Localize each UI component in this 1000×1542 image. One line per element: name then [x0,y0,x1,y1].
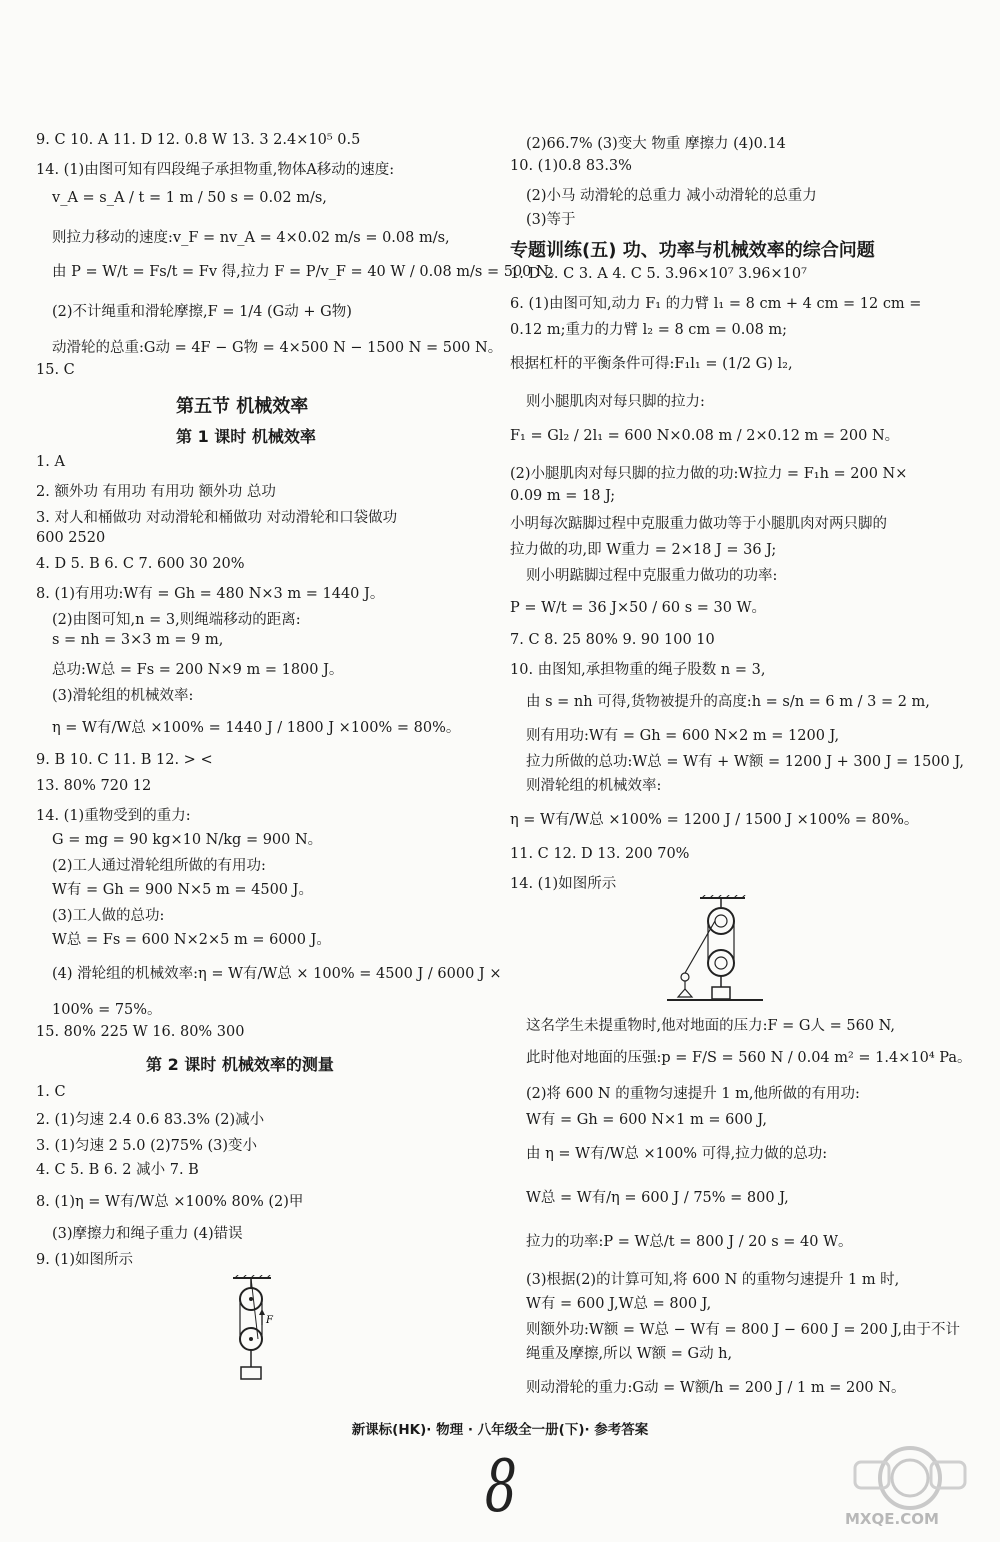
answer-line: (2)将 600 N 的重物匀速提升 1 m,他所做的有用功: [526,1086,860,1102]
answer-line: 15. C [36,362,75,378]
answer-line: (2)小马 动滑轮的总重力 减小动滑轮的总重力 [526,188,817,204]
answer-line: 6. (1)由图可知,动力 F₁ 的力臂 l₁ = 8 cm + 4 cm = 12 cm = [510,296,922,312]
answer-line: 1. C [36,1084,66,1100]
watermark-text: MXQE.COM [845,1510,939,1528]
answer-line: (3)根据(2)的计算可知,将 600 N 的重物匀速提升 1 m 时, [526,1272,900,1288]
answer-line: 则小明踮脚过程中克服重力做功的功率: [526,568,778,584]
formula-line: 根据杠杆的平衡条件可得:F₁l₁ = (1/2 G) l₂, [510,356,793,372]
answer-line: 10. 由图知,承担物重的绳子股数 n = 3, [510,662,766,678]
answer-line: 15. 80% 225 W 16. 80% 300 [36,1024,245,1040]
answer-line: (2)工人通过滑轮组所做的有用功: [52,858,266,874]
answer-line: W有 = Gh = 900 N×5 m = 4500 J。 [52,882,313,898]
answer-line: 4. C 5. B 6. 2 减小 7. B [36,1162,199,1178]
formula-line: W总 = W有/η = 600 J / 75% = 800 J, [526,1190,789,1206]
answer-line: 绳重及摩擦,所以 W额 = G动 h, [526,1346,733,1362]
answer-line: 13. 80% 720 12 [36,778,152,794]
formula-line: 8. (1)η = W有/W总 ×100% 80% (2)甲 [36,1194,304,1210]
pulley-figure-right [665,895,765,1007]
answer-line: (2)小腿肌肉对每只脚的拉力做的功:W拉力 = F₁h = 200 N× [510,466,908,482]
answer-line: 7. C 8. 25 80% 9. 90 100 10 [510,632,715,648]
formula-line: (4) 滑轮组的机械效率:η = W有/W总 × 100% = 4500 J / 6000 J × [52,966,502,982]
answer-line: 则有用功:W有 = Gh = 600 N×2 m = 1200 J, [526,728,840,744]
answer-line: W有 = Gh = 600 N×1 m = 600 J, [526,1112,767,1128]
answer-line: 0.12 m;重力的力臂 l₂ = 8 cm = 0.08 m; [510,322,788,338]
handwritten-page-number: 8 [484,1444,517,1528]
lesson-title: 第 1 课时 机械效率 [176,427,316,446]
answer-line: s = nh = 3×3 m = 9 m, [52,632,224,648]
answer-line: 拉力做的功,即 W重力 = 2×18 J = 36 J; [510,542,777,558]
answer-line: 3. 对人和桶做功 对动滑轮和桶做功 对动滑轮和口袋做功 [36,510,398,526]
lesson-title: 第 2 课时 机械效率的测量 [146,1055,334,1074]
answer-line: (2)由图可知,n = 3,则绳端移动的距离: [52,612,301,628]
answer-line: 这名学生未提重物时,他对地面的压力:F = G人 = 560 N, [526,1018,896,1034]
answer-line: W有 = 600 J,W总 = 800 J, [526,1296,712,1312]
answer-line: 1. A [36,454,65,470]
formula-line: 由 P = W/t = Fs/t = Fv 得,拉力 F = P/v_F = 40 W / 0.08 m/s = 500 N。 [52,264,564,280]
answer-line: 8. (1)有用功:W有 = Gh = 480 N×3 m = 1440 J。 [36,586,385,602]
answer-line: 拉力所做的总功:W总 = W有 + W额 = 1200 J + 300 J = 1500 J, [526,754,964,770]
answer-line: 4. D 5. B 6. C 7. 600 30 20% [36,556,245,572]
formula-line: v_A = s_A / t = 1 m / 50 s = 0.02 m/s, [52,190,327,206]
answer-line: 则滑轮组的机械效率: [526,778,662,794]
formula-line: 则动滑轮的重力:G动 = W额/h = 200 J / 1 m = 200 N。 [526,1380,906,1396]
answer-line: 600 2520 [36,530,106,546]
section-title: 专题训练(五) 功、功率与机械效率的综合问题 [510,240,875,261]
answer-line: (3)工人做的总功: [52,908,165,924]
answer-line: 小明每次踮脚过程中克服重力做功等于小腿肌肉对两只脚的 [510,516,887,532]
formula-line: 拉力的功率:P = W总/t = 800 J / 20 s = 40 W。 [526,1234,853,1250]
answer-line: 则拉力移动的速度:v_F = nv_A = 4×0.02 m/s = 0.08 m/s, [52,230,450,246]
answer-line: 14. (1)如图所示 [510,876,617,892]
answer-line: (3)摩擦力和绳子重力 (4)错误 [52,1226,243,1242]
force-label: F [266,1315,273,1326]
formula-line: 由 s = nh 可得,货物被提升的高度:h = s/n = 6 m / 3 = 2 m, [526,694,930,710]
answer-line: 2. (1)匀速 2.4 0.6 83.3% (2)减小 [36,1112,265,1128]
formula-line: P = W/t = 36 J×50 / 60 s = 30 W。 [510,600,767,616]
answer-line: G = mg = 90 kg×10 N/kg = 900 N。 [52,832,323,848]
answer-line: 10. (1)0.8 83.3% [510,158,632,174]
answer-line: 14. (1)重物受到的重力: [36,808,191,824]
answer-line: 14. (1)由图可知有四段绳子承担物重,物体A移动的速度: [36,162,395,178]
answer-line: (2)66.7% (3)变大 物重 摩擦力 (4)0.14 [526,136,786,152]
answer-line: 总功:W总 = Fs = 200 N×9 m = 1800 J。 [52,662,344,678]
formula-line: 此时他对地面的压强:p = F/S = 560 N / 0.04 m² = 1.4×10⁴ Pa。 [526,1050,972,1066]
formula-line: F₁ = Gl₂ / 2l₁ = 600 N×0.08 m / 2×0.12 m = 200 N。 [510,428,900,444]
answer-line: 动滑轮的总重:G动 = 4F − G物 = 4×500 N − 1500 N = 500 N。 [52,340,503,356]
answer-line: 则额外功:W额 = W总 − W有 = 800 J − 600 J = 200 J,由于不计 [526,1322,960,1338]
pulley-figure-left [225,1275,295,1385]
answer-line: 11. C 12. D 13. 200 70% [510,846,690,862]
formula-line: η = W有/W总 ×100% = 1440 J / 1800 J ×100% = 80%。 [52,720,461,736]
answer-line: 100% = 75%。 [52,1002,162,1018]
answer-line: 1. D 2. C 3. A 4. C 5. 3.96×10⁷ 3.96×10⁷ [510,266,807,282]
answer-line: 则小腿肌肉对每只脚的拉力: [526,394,705,410]
answer-line: 9. (1)如图所示 [36,1252,133,1268]
formula-line: 由 η = W有/W总 ×100% 可得,拉力做的总功: [526,1146,828,1162]
answer-line: (3)等于 [526,212,576,228]
answer-line: 9. B 10. C 11. B 12. > < [36,752,213,768]
answer-line: 0.09 m = 18 J; [510,488,616,504]
answer-line: 2. 额外功 有用功 有用功 额外功 总功 [36,484,276,500]
section-title: 第五节 机械效率 [176,396,309,417]
answer-line: W总 = Fs = 600 N×2×5 m = 6000 J。 [52,932,331,948]
answer-line: (3)滑轮组的机械效率: [52,688,194,704]
formula-line: η = W有/W总 ×100% = 1200 J / 1500 J ×100% = 80%。 [510,812,919,828]
answer-line: 3. (1)匀速 2 5.0 (2)75% (3)变小 [36,1138,258,1154]
answer-line: 9. C 10. A 11. D 12. 0.8 W 13. 3 2.4×10⁵ 0.5 [36,132,361,148]
page-footer: 新课标(HK)· 物理 · 八年级全一册(下)· 参考答案 [351,1422,649,1438]
formula-line: (2)不计绳重和滑轮摩擦,F = 1/4 (G动 + G物) [52,304,352,320]
